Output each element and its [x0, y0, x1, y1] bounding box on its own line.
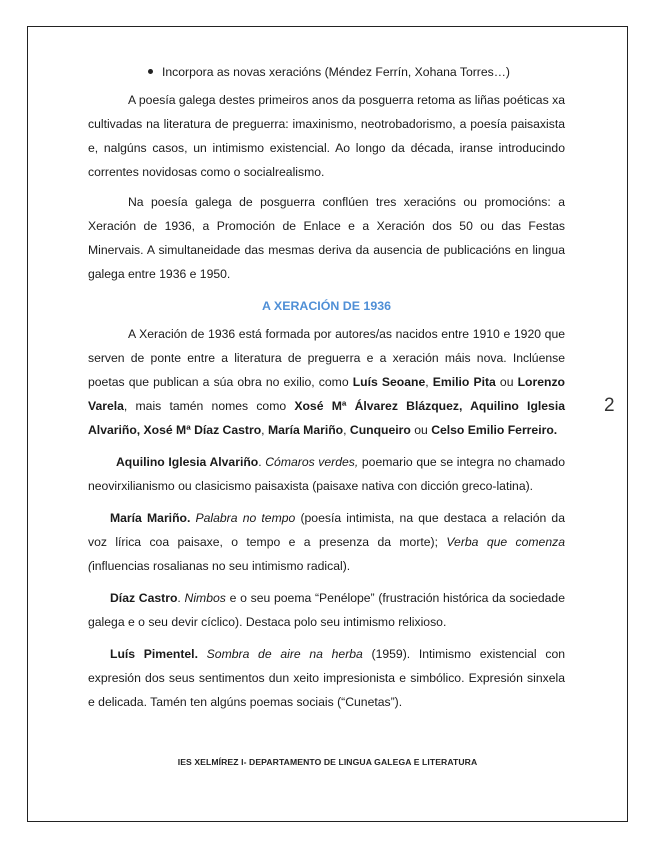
- document-body: [88, 60, 565, 714]
- entry-work: Sombra de aire na herba: [206, 647, 363, 661]
- entry-work-2: Verba que comenza (: [88, 535, 565, 573]
- entry-maria-marino: [88, 506, 565, 578]
- bullet-text: Incorpora as novas xeracións (Méndez Ferrín, Xohana Torres…): [162, 65, 510, 79]
- paragraph-generations: Na poesía galega de posguerra conflúen tres xeracións ou promocións: a Xeración de 1936, a Promoción de Enlace e a Xeración dos 50 ou das Festas Minervais. A simultaneidade das mesmas deriva da ausencia de publicacións en lingua galega entre 1936 e 1950.: [88, 195, 565, 281]
- paragraph-posguerra-poetry: A poesía galega destes primeiros anos da posguerra retoma as liñas poéticas xa cultivadas na literatura de preguerra: imaxinismo, neotrobadorismo, a poesía paisaxista e, nalgúns casos, un intimismo existencial. Ao longo da década, iranse introducindo correntes novidosas como o socialrealismo.: [88, 93, 565, 179]
- entry-work: Cómaros verdes,: [265, 455, 359, 469]
- author-name: María Mariño: [267, 423, 344, 437]
- bullet-item: [148, 60, 565, 84]
- entry-diaz-castro: [88, 586, 565, 634]
- entry-sep: .: [258, 455, 266, 469]
- page-number: 2: [604, 395, 615, 416]
- entry-work: Palabra no tempo: [195, 511, 296, 525]
- entry-work: Nimbos: [184, 591, 226, 605]
- entry-author: María Mariño.: [110, 511, 191, 525]
- intro-text-3: ou: [495, 375, 518, 389]
- author-name: Celso Emilio Ferreiro.: [431, 423, 558, 437]
- entry-text: (poesía intimista, na que destaca a relación da voz lírica coa paisaxe, o tempo e a presenza da morte);: [88, 511, 565, 549]
- entry-author: Aquilino Iglesia Alvariño: [116, 455, 259, 469]
- paragraph-xeracion-intro: [88, 322, 565, 442]
- author-name: Lorenzo Varela: [88, 375, 566, 413]
- section-heading: A XERACIÓN DE 1936: [262, 299, 391, 313]
- entry-aquilino: [88, 450, 565, 498]
- author-name: Emilio Pita: [432, 375, 496, 389]
- intro-text-5: ,: [261, 423, 268, 437]
- entry-text: e o seu poema “Penélope” (frustración histórica da sociedade galega e o seu devir cíclico). Destaca polo seu intimismo relixioso.: [88, 591, 565, 629]
- bullet-dot-icon: [148, 69, 153, 74]
- entry-luis-pimentel: [88, 642, 565, 714]
- intro-text-7: ou: [410, 423, 432, 437]
- author-name: Cunqueiro: [349, 423, 411, 437]
- entry-text: (1959). Intimismo existencial con expresión dos seus sentimentos dun xeito impresionista e simbólico. Expresión sinxela e delicada. Tamén ten algúns poemas sociais (“Cunetas”).: [88, 647, 566, 709]
- intro-text-6: ,: [343, 423, 350, 437]
- author-name: Luís Seoane: [352, 375, 426, 389]
- entry-author: Díaz Castro: [110, 591, 178, 605]
- entry-text: poemario que se integra no chamado neovirxilianismo ou clasicismo paisaxista (paisaxe nativa con dicción greco-latina).: [88, 455, 565, 493]
- entry-sep: .: [177, 591, 185, 605]
- entry-author: Luís Pimentel.: [110, 647, 198, 661]
- author-name: Xosé Mª Álvarez Blázquez, Aquilino Iglesia Alvariño, Xosé Mª Díaz Castro: [88, 399, 565, 437]
- intro-text-4: , mais tamén nomes como: [123, 399, 295, 413]
- page-footer: IES XELMÍREZ I- DEPARTAMENTO DE LINGUA GALEGA E LITERATURA: [177, 757, 478, 767]
- entry-sep: [198, 647, 207, 661]
- intro-text-2: ,: [425, 375, 433, 389]
- intro-text-1: A Xeración de 1936 está formada por autores/as nacidos entre 1910 e 1920 que serven de ponte entre a literatura de preguerra e a xeración máis nova. Inclúense poetas que publican a súa obra no exilio, como: [88, 327, 565, 389]
- entry-text-2: influencias rosalianas no seu intimismo radical).: [92, 559, 351, 573]
